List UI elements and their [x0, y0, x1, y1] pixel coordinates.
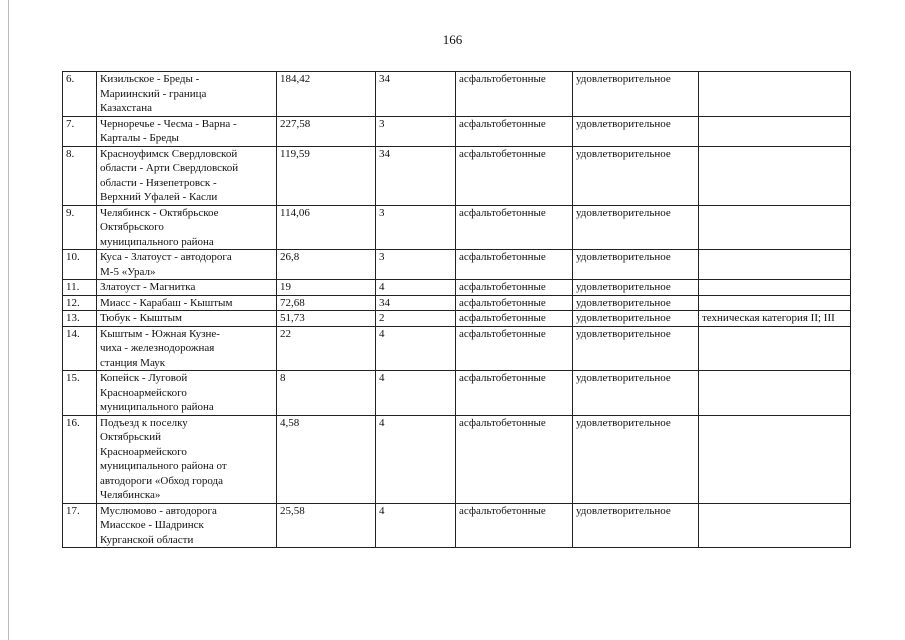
- surface-cell: асфальтобетонные: [456, 326, 573, 371]
- condition-cell: удовлетворительное: [573, 146, 699, 205]
- row-number-cell: 6.: [63, 72, 97, 117]
- category-cell: 3: [376, 250, 456, 280]
- table-row: [63, 280, 851, 296]
- roads-table: [62, 71, 851, 548]
- condition-cell: удовлетворительное: [573, 326, 699, 371]
- row-number-cell: 13.: [63, 311, 97, 327]
- road-name-cell: Красноуфимск Свердловской области - Арти Свердловской области - Нязепетровск - Верхний Уфалей - Касли: [97, 146, 277, 205]
- road-name-cell: Копейск - Луговой Красноармейского муниципального района: [97, 371, 277, 416]
- surface-cell: асфальтобетонные: [456, 72, 573, 117]
- row-number-cell: 15.: [63, 371, 97, 416]
- table-row: [63, 503, 851, 548]
- note-cell: [699, 415, 851, 503]
- note-cell: [699, 72, 851, 117]
- surface-cell: асфальтобетонные: [456, 295, 573, 311]
- table-row: [63, 326, 851, 371]
- category-cell: 4: [376, 503, 456, 548]
- condition-cell: удовлетворительное: [573, 72, 699, 117]
- length-cell: 114,06: [277, 205, 376, 250]
- row-number-cell: 12.: [63, 295, 97, 311]
- length-cell: 19: [277, 280, 376, 296]
- page-number: 166: [442, 32, 463, 47]
- note-cell: [699, 326, 851, 371]
- road-name-cell: Кыштым - Южная Кузне- чиха - железнодорожная станция Маук: [97, 326, 277, 371]
- condition-cell: удовлетворительное: [573, 371, 699, 416]
- condition-cell: удовлетворительное: [573, 280, 699, 296]
- surface-cell: асфальтобетонные: [456, 205, 573, 250]
- road-name-cell: Подъезд к поселку Октябрьский Красноармейского муниципального района от автодороги «Обход города Челябинска»: [97, 415, 277, 503]
- length-cell: 72,68: [277, 295, 376, 311]
- condition-cell: удовлетворительное: [573, 295, 699, 311]
- surface-cell: асфальтобетонные: [456, 415, 573, 503]
- category-cell: 3: [376, 205, 456, 250]
- category-cell: 3: [376, 116, 456, 146]
- surface-cell: асфальтобетонные: [456, 503, 573, 548]
- surface-cell: асфальтобетонные: [456, 146, 573, 205]
- note-cell: [699, 205, 851, 250]
- road-name-cell: Черноречье - Чесма - Варна - Карталы - Бреды: [97, 116, 277, 146]
- category-cell: 4: [376, 371, 456, 416]
- length-cell: 25,58: [277, 503, 376, 548]
- row-number-cell: 8.: [63, 146, 97, 205]
- table-row: [63, 295, 851, 311]
- condition-cell: удовлетворительное: [573, 116, 699, 146]
- surface-cell: асфальтобетонные: [456, 371, 573, 416]
- table-row: [63, 146, 851, 205]
- condition-cell: удовлетворительное: [573, 503, 699, 548]
- surface-cell: асфальтобетонные: [456, 250, 573, 280]
- category-cell: 2: [376, 311, 456, 327]
- category-cell: 4: [376, 280, 456, 296]
- condition-cell: удовлетворительное: [573, 205, 699, 250]
- category-cell: 34: [376, 146, 456, 205]
- row-number-cell: 11.: [63, 280, 97, 296]
- row-number-cell: 14.: [63, 326, 97, 371]
- table-row: [63, 371, 851, 416]
- length-cell: 227,58: [277, 116, 376, 146]
- condition-cell: удовлетворительное: [573, 311, 699, 327]
- note-cell: [699, 503, 851, 548]
- road-name-cell: Муслюмово - автодорога Миасское - Шадринск Курганской области: [97, 503, 277, 548]
- scan-edge-line: [8, 0, 9, 640]
- note-cell: техническая категория II; III: [699, 311, 851, 327]
- length-cell: 184,42: [277, 72, 376, 117]
- category-cell: 34: [376, 295, 456, 311]
- length-cell: 8: [277, 371, 376, 416]
- note-cell: [699, 280, 851, 296]
- road-name-cell: Кизильское - Бреды - Мариинский - граница Казахстана: [97, 72, 277, 117]
- length-cell: 51,73: [277, 311, 376, 327]
- road-name-cell: Златоуст - Магнитка: [97, 280, 277, 296]
- length-cell: 22: [277, 326, 376, 371]
- length-cell: 4,58: [277, 415, 376, 503]
- condition-cell: удовлетворительное: [573, 415, 699, 503]
- road-name-cell: Челябинск - Октябрьское Октябрьского муниципального района: [97, 205, 277, 250]
- road-name-cell: Миасс - Карабаш - Кыштым: [97, 295, 277, 311]
- note-cell: [699, 146, 851, 205]
- note-cell: [699, 116, 851, 146]
- row-number-cell: 10.: [63, 250, 97, 280]
- row-number-cell: 7.: [63, 116, 97, 146]
- table-row: [63, 415, 851, 503]
- note-cell: [699, 371, 851, 416]
- length-cell: 119,59: [277, 146, 376, 205]
- category-cell: 34: [376, 72, 456, 117]
- table-row: [63, 250, 851, 280]
- table-row: [63, 116, 851, 146]
- surface-cell: асфальтобетонные: [456, 116, 573, 146]
- note-cell: [699, 295, 851, 311]
- road-name-cell: Куса - Златоуст - автодорога М-5 «Урал»: [97, 250, 277, 280]
- surface-cell: асфальтобетонные: [456, 311, 573, 327]
- surface-cell: асфальтобетонные: [456, 280, 573, 296]
- table-row: [63, 72, 851, 117]
- row-number-cell: 9.: [63, 205, 97, 250]
- table-row: [63, 205, 851, 250]
- row-number-cell: 17.: [63, 503, 97, 548]
- category-cell: 4: [376, 326, 456, 371]
- table-row: [63, 311, 851, 327]
- note-cell: [699, 250, 851, 280]
- condition-cell: удовлетворительное: [573, 250, 699, 280]
- road-name-cell: Тюбук - Кыштым: [97, 311, 277, 327]
- category-cell: 4: [376, 415, 456, 503]
- length-cell: 26,8: [277, 250, 376, 280]
- row-number-cell: 16.: [63, 415, 97, 503]
